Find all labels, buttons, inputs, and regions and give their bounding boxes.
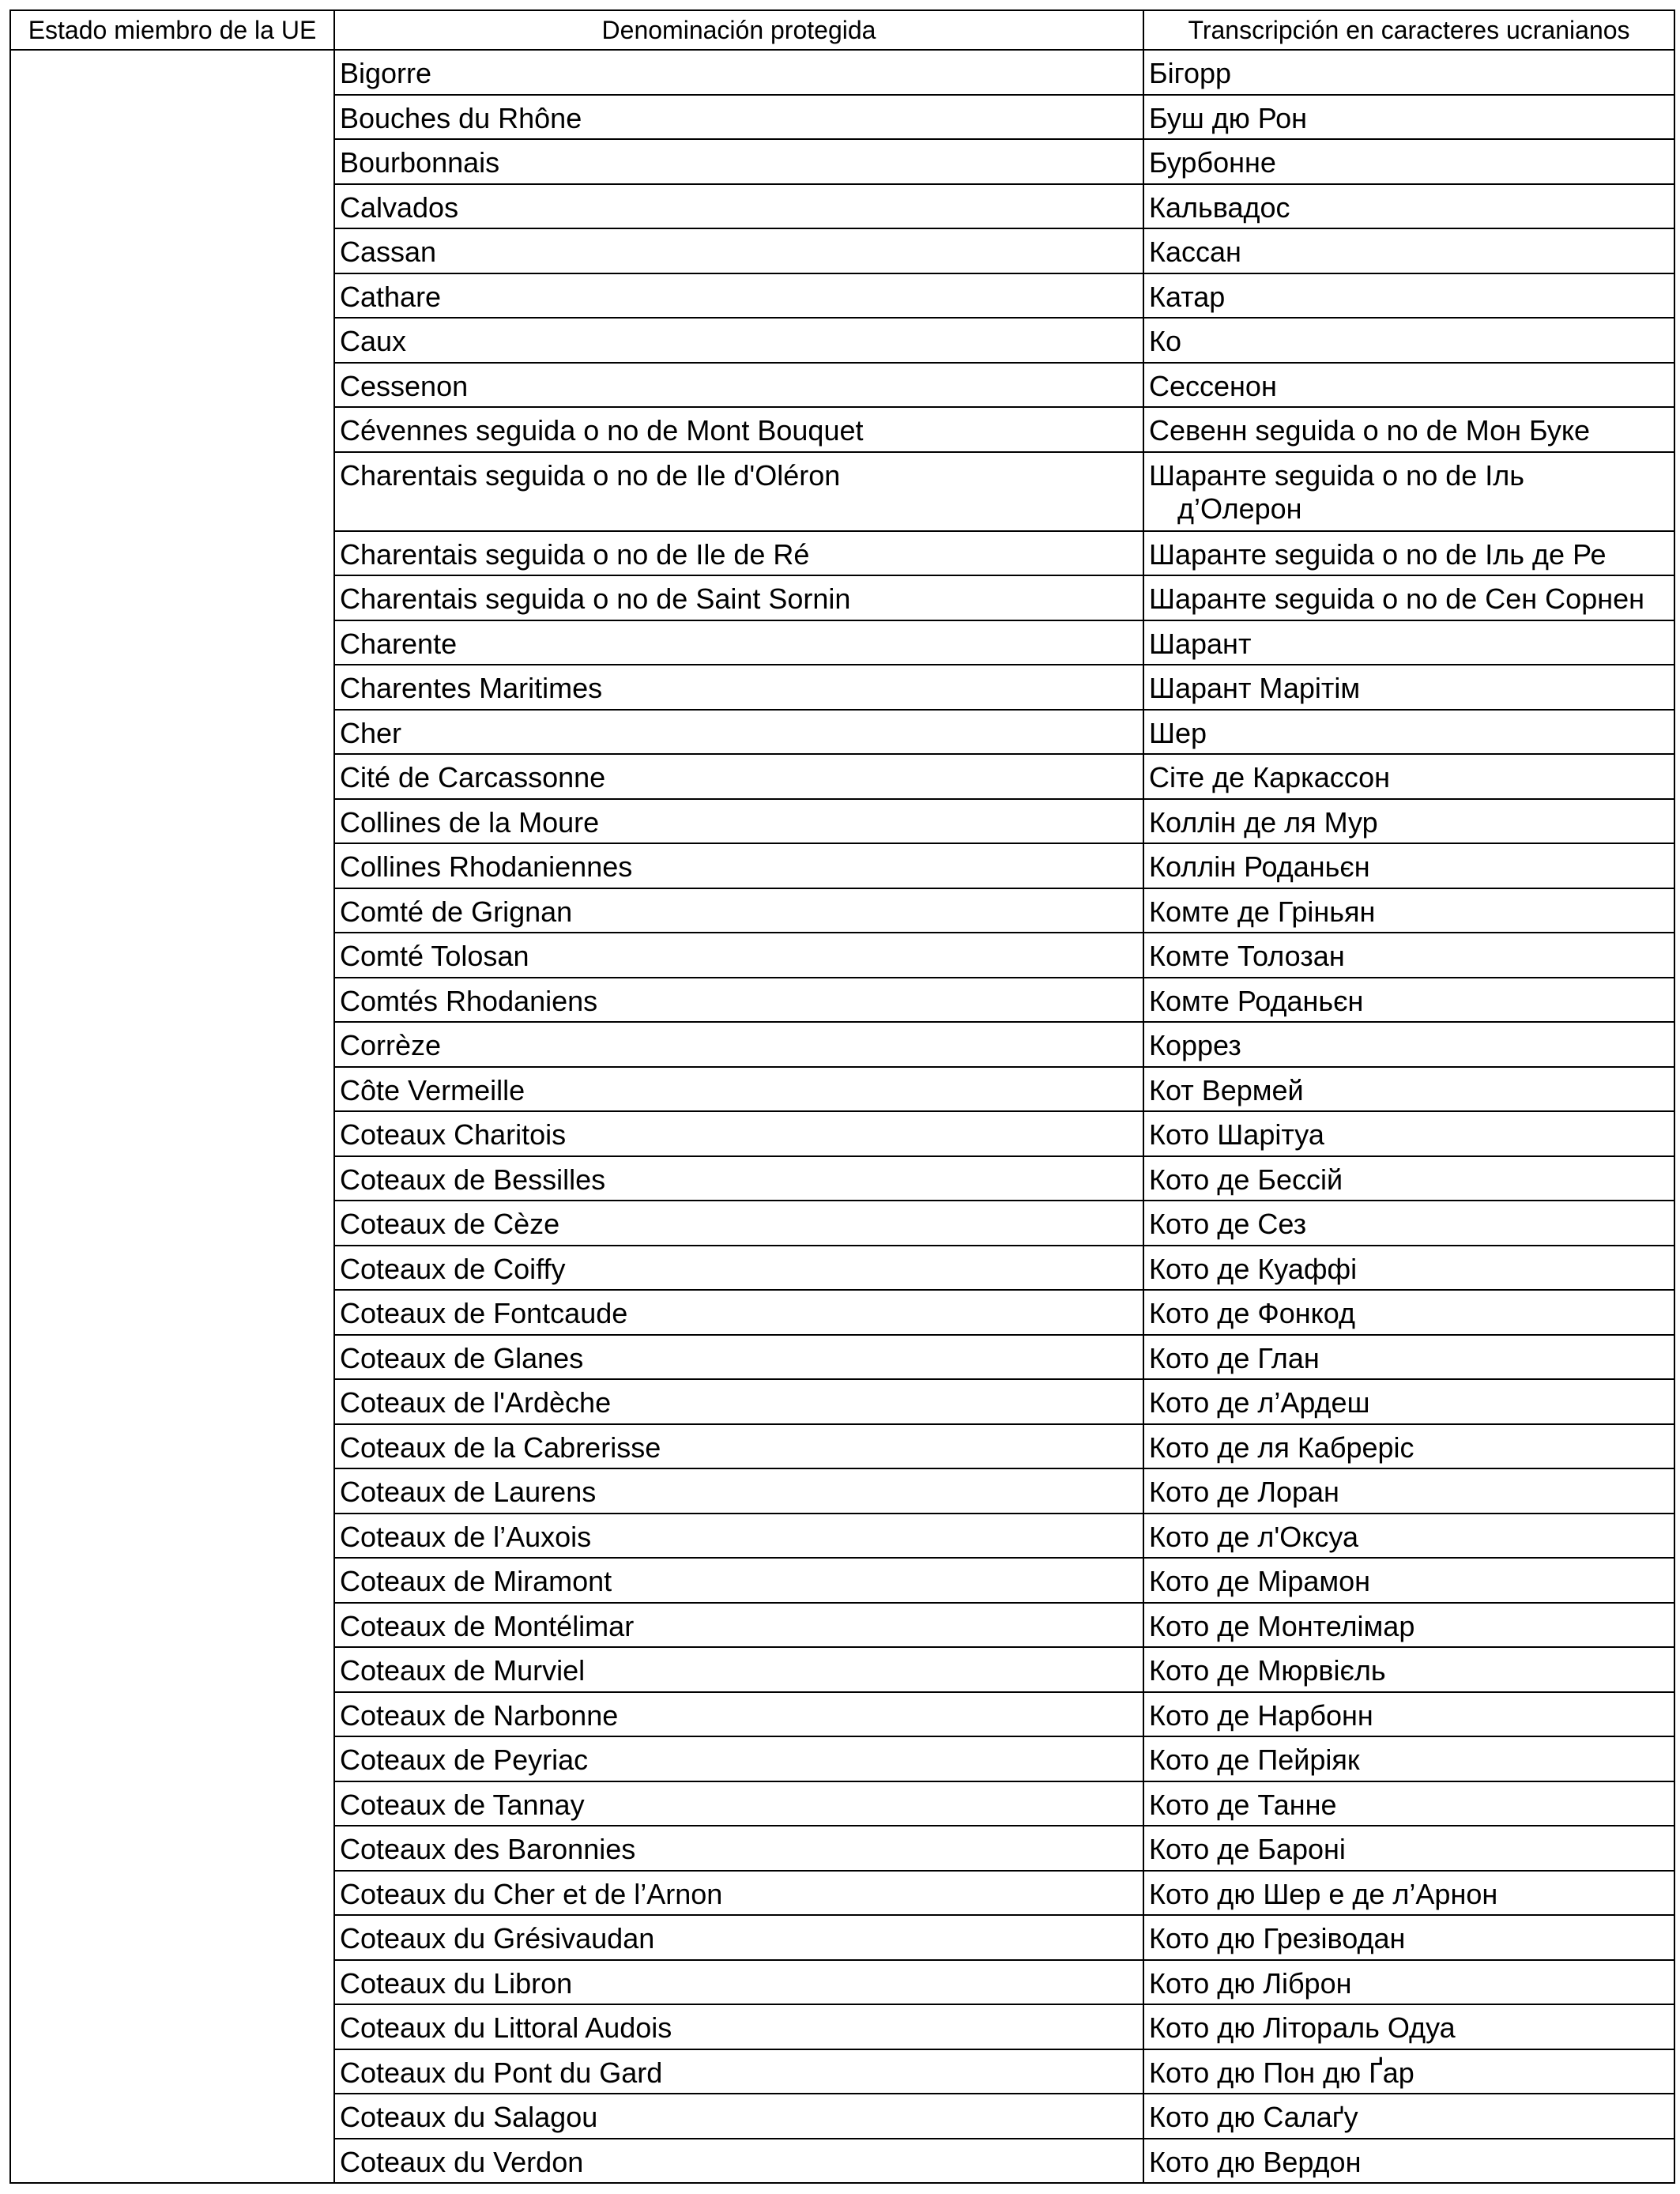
transcription-cell: Кото Шарітуа bbox=[1143, 1111, 1674, 1156]
table-header-row bbox=[10, 10, 1674, 50]
transcription-cell: Кото дю Шер е де л’Арнон bbox=[1143, 1871, 1674, 1916]
transcription-cell: Бігорр bbox=[1143, 50, 1674, 95]
transcription-cell: Коллін Роданьєн bbox=[1143, 843, 1674, 888]
transcription-cell: Шарант bbox=[1143, 620, 1674, 665]
transcription-cell: Кото де Монтелімар bbox=[1143, 1603, 1674, 1648]
protected-name-cell: Coteaux de la Cabrerisse bbox=[334, 1424, 1143, 1469]
transcription-cell: Кото дю Пон дю Ґар bbox=[1143, 2049, 1674, 2094]
protected-name-cell: Comté Tolosan bbox=[334, 933, 1143, 978]
transcription-cell: Буш дю Рон bbox=[1143, 95, 1674, 140]
transcription-cell: Кото дю Грезіводан bbox=[1143, 1915, 1674, 1960]
protected-name-cell: Coteaux de Coiffy bbox=[334, 1246, 1143, 1291]
protected-name-cell: Coteaux de l’Auxois bbox=[334, 1514, 1143, 1559]
protected-name-cell: Cassan bbox=[334, 228, 1143, 273]
protected-name-cell: Coteaux du Libron bbox=[334, 1960, 1143, 2005]
transcription-line: Шаранте seguida o no de Іль bbox=[1149, 458, 1525, 492]
protected-name-cell: Coteaux de l'Ardèche bbox=[334, 1379, 1143, 1424]
protected-name-cell: Charentais seguida o no de Saint Sornin bbox=[334, 575, 1143, 620]
protected-name-cell: Charentes Maritimes bbox=[334, 665, 1143, 710]
transcription-continuation: д’Олерон bbox=[1177, 492, 1302, 525]
protected-names-table bbox=[9, 9, 1675, 2184]
protected-name-cell: Coteaux du Pont du Gard bbox=[334, 2049, 1143, 2094]
protected-name-cell: Coteaux de Bessilles bbox=[334, 1156, 1143, 1201]
transcription-cell: Кото де Лоран bbox=[1143, 1468, 1674, 1514]
protected-name-cell: Coteaux de Tannay bbox=[334, 1781, 1143, 1826]
protected-name-cell: Charentais seguida o no de Ile d'Oléron bbox=[334, 452, 1143, 531]
transcription-cell: Сіте де Каркассон bbox=[1143, 754, 1674, 799]
protected-name-cell: Bouches du Rhône bbox=[334, 95, 1143, 140]
protected-name-cell: Coteaux du Grésivaudan bbox=[334, 1915, 1143, 1960]
transcription-cell: Кото де Глан bbox=[1143, 1335, 1674, 1380]
protected-name-cell: Coteaux de Narbonne bbox=[334, 1692, 1143, 1737]
protected-name-cell: Coteaux de Fontcaude bbox=[334, 1290, 1143, 1335]
protected-name-cell: Côte Vermeille bbox=[334, 1067, 1143, 1112]
table-row bbox=[10, 50, 1674, 95]
header-protected-name: Denominación protegida bbox=[334, 10, 1143, 50]
protected-name-cell: Charentais seguida o no de Ile de Ré bbox=[334, 531, 1143, 576]
protected-name-cell: Coteaux du Salagou bbox=[334, 2094, 1143, 2139]
transcription-cell: Кото дю Салаґу bbox=[1143, 2094, 1674, 2139]
transcription-cell: Кото де Куаффі bbox=[1143, 1246, 1674, 1291]
transcription-cell: Кото де Бессій bbox=[1143, 1156, 1674, 1201]
protected-name-cell: Coteaux de Cèze bbox=[334, 1201, 1143, 1246]
protected-name-cell: Collines Rhodaniennes bbox=[334, 843, 1143, 888]
header-transcription: Transcripción en caracteres ucranianos bbox=[1143, 10, 1674, 50]
protected-name-cell: Charente bbox=[334, 620, 1143, 665]
protected-name-cell: Cité de Carcassonne bbox=[334, 754, 1143, 799]
transcription-cell: Кото де Сез bbox=[1143, 1201, 1674, 1246]
protected-name-cell: Coteaux de Peyriac bbox=[334, 1736, 1143, 1781]
transcription-cell: Кото де Бароні bbox=[1143, 1826, 1674, 1871]
protected-name-cell: Comté de Grignan bbox=[334, 888, 1143, 933]
protected-name-cell: Coteaux de Laurens bbox=[334, 1468, 1143, 1514]
protected-name-cell: Coteaux du Verdon bbox=[334, 2139, 1143, 2184]
transcription-cell: Кото дю Літораль Одуа bbox=[1143, 2004, 1674, 2049]
transcription-cell: Катар bbox=[1143, 273, 1674, 319]
transcription-cell: Кото де Танне bbox=[1143, 1781, 1674, 1826]
transcription-cell: Комте де Гріньян bbox=[1143, 888, 1674, 933]
protected-name-cell: Cessenon bbox=[334, 363, 1143, 408]
transcription-cell: Коллін де ля Мур bbox=[1143, 799, 1674, 844]
protected-name-cell: Bigorre bbox=[334, 50, 1143, 95]
transcription-cell: Комте Роданьєн bbox=[1143, 978, 1674, 1023]
transcription-cell: Кото де л'Оксуа bbox=[1143, 1514, 1674, 1559]
protected-name-cell: Cévennes seguida o no de Mont Bouquet bbox=[334, 407, 1143, 452]
protected-name-cell: Coteaux Charitois bbox=[334, 1111, 1143, 1156]
transcription-cell: Кото де Мюрвієль bbox=[1143, 1647, 1674, 1692]
protected-name-cell: Caux bbox=[334, 318, 1143, 363]
transcription-cell: Бурбонне bbox=[1143, 139, 1674, 184]
header-member-state: Estado miembro de la UE bbox=[10, 10, 334, 50]
transcription-cell: Кото де л’Ардеш bbox=[1143, 1379, 1674, 1424]
protected-name-cell: Calvados bbox=[334, 184, 1143, 229]
transcription-cell bbox=[1143, 452, 1674, 531]
protected-name-cell: Comtés Rhodaniens bbox=[334, 978, 1143, 1023]
table-body bbox=[10, 50, 1674, 2183]
protected-name-cell: Coteaux des Baronnies bbox=[334, 1826, 1143, 1871]
protected-name-cell: Coteaux de Murviel bbox=[334, 1647, 1143, 1692]
transcription-cell: Кот Вермей bbox=[1143, 1067, 1674, 1112]
transcription-cell: Комте Толозан bbox=[1143, 933, 1674, 978]
transcription-cell: Шарант Марітім bbox=[1143, 665, 1674, 710]
protected-name-cell: Corrèze bbox=[334, 1022, 1143, 1067]
protected-name-cell: Coteaux de Montélimar bbox=[334, 1603, 1143, 1648]
transcription-cell: Кото дю Ліброн bbox=[1143, 1960, 1674, 2005]
transcription-cell: Шаранте seguida o no de Іль де Ре bbox=[1143, 531, 1674, 576]
protected-name-cell: Coteaux du Littoral Audois bbox=[334, 2004, 1143, 2049]
protected-name-cell: Collines de la Moure bbox=[334, 799, 1143, 844]
protected-name-cell: Bourbonnais bbox=[334, 139, 1143, 184]
protected-name-cell: Cathare bbox=[334, 273, 1143, 319]
transcription-cell: Кальвадос bbox=[1143, 184, 1674, 229]
transcription-cell: Кото де Мірамон bbox=[1143, 1558, 1674, 1603]
transcription-cell: Севенн seguida o no de Мон Буке bbox=[1143, 407, 1674, 452]
transcription-cell: Кото де ля Кабреріс bbox=[1143, 1424, 1674, 1469]
transcription-cell: Шаранте seguida o no de Сен Сорнен bbox=[1143, 575, 1674, 620]
protected-name-cell: Coteaux du Cher et de l’Arnon bbox=[334, 1871, 1143, 1916]
transcription-cell: Коррез bbox=[1143, 1022, 1674, 1067]
protected-name-cell: Cher bbox=[334, 710, 1143, 755]
protected-name-cell: Coteaux de Miramont bbox=[334, 1558, 1143, 1603]
transcription-cell: Кото де Фонкод bbox=[1143, 1290, 1674, 1335]
transcription-cell: Ко bbox=[1143, 318, 1674, 363]
protected-name-cell: Coteaux de Glanes bbox=[334, 1335, 1143, 1380]
transcription-cell: Кото дю Вердон bbox=[1143, 2139, 1674, 2184]
transcription-cell: Кото де Нарбонн bbox=[1143, 1692, 1674, 1737]
transcription-cell: Сессенон bbox=[1143, 363, 1674, 408]
transcription-cell: Кассан bbox=[1143, 228, 1674, 273]
transcription-cell: Шер bbox=[1143, 710, 1674, 755]
transcription-cell: Кото де Пейріяк bbox=[1143, 1736, 1674, 1781]
member-state-cell bbox=[10, 50, 334, 2183]
